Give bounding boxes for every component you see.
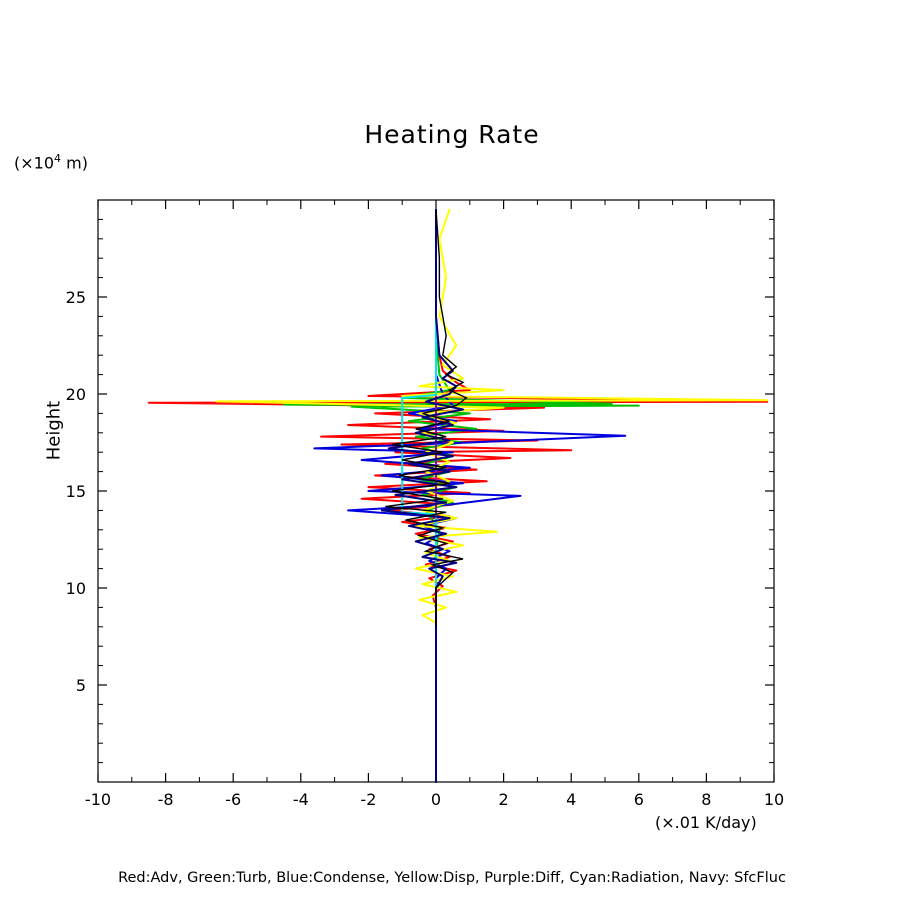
series-line-condense: [314, 210, 625, 782]
x-tick-label: 4: [566, 790, 577, 809]
x-tick-label: -8: [157, 790, 174, 809]
y-tick-label: 10: [65, 579, 86, 598]
y-tick-label: 15: [65, 482, 86, 501]
series-line-adv: [149, 210, 768, 782]
x-tick-label: 0: [430, 790, 442, 809]
x-tick-label: 2: [498, 790, 509, 809]
x-tick-label: -10: [84, 790, 112, 809]
y-axis-title: Height: [43, 400, 65, 461]
series-line-turb: [284, 210, 639, 782]
x-tick-label: 8: [701, 790, 712, 809]
x-tick-label: 10: [763, 790, 785, 809]
y-axis-unit-exponent: 4: [54, 152, 62, 165]
y-tick-label: 25: [65, 288, 86, 307]
x-tick-label: -4: [292, 790, 309, 809]
page-title: Heating Rate: [364, 120, 540, 149]
x-axis-unit-label: (×.01 K/day): [655, 813, 757, 832]
y-tick-label: 5: [75, 676, 86, 695]
x-tick-label: -2: [360, 790, 377, 809]
legend: Red:Adv, Green:Turb, Blue:Condense, Yellow:Disp, Purple:Diff, Cyan:Radiation, Navy: SfcFluc: [118, 870, 786, 886]
x-tick-label: 6: [633, 790, 644, 809]
y-tick-label: 20: [65, 385, 86, 404]
x-tick-label: -6: [225, 790, 242, 809]
y-axis-unit-label: ($\times 10^4$ m): [14, 152, 88, 173]
